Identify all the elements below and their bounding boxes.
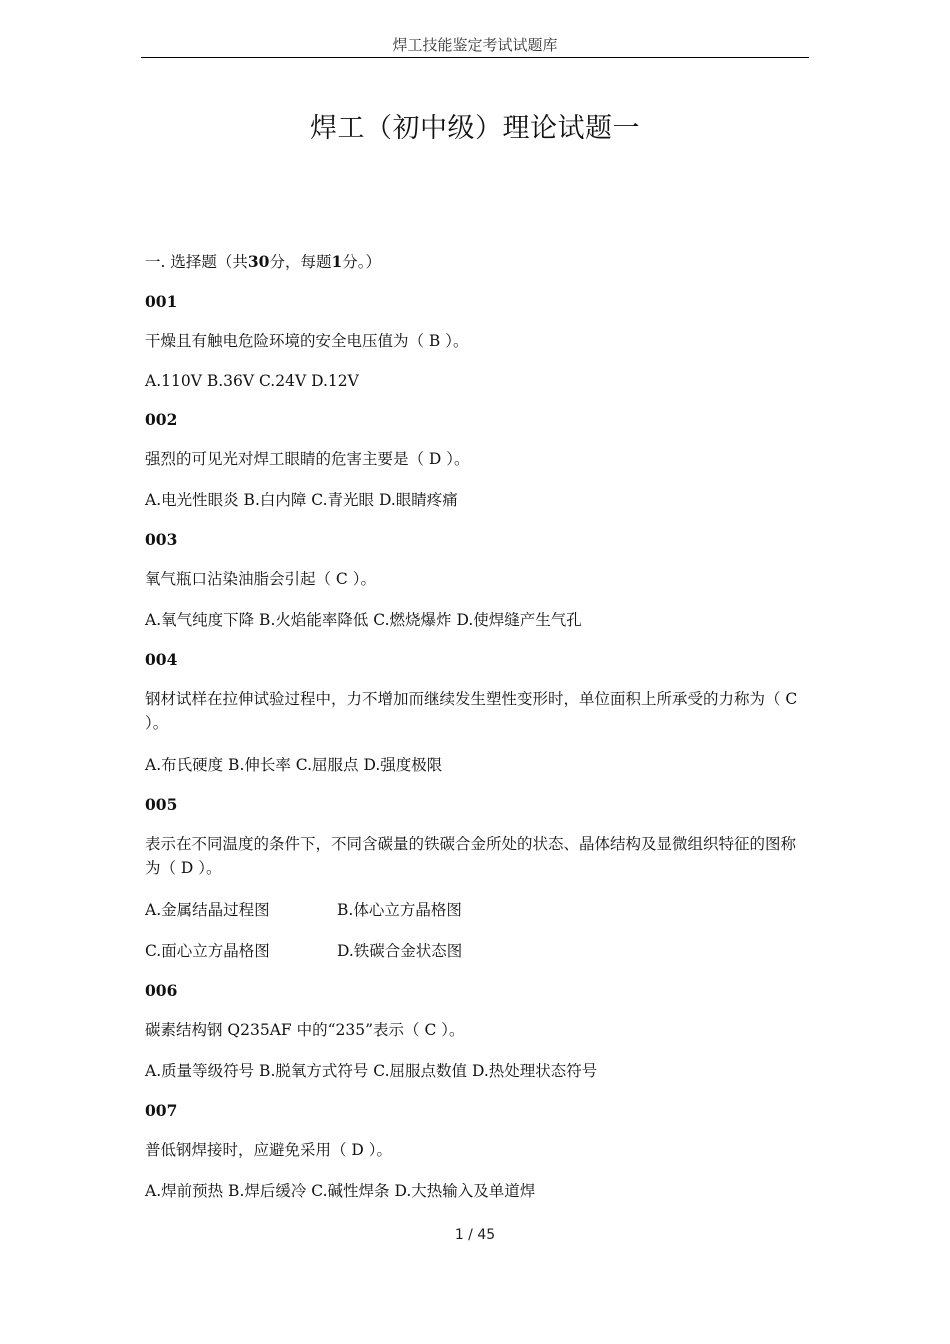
question-number: 003 xyxy=(145,530,178,549)
page-number: 1 / 45 xyxy=(454,1227,496,1243)
question-options: A.布氏硬度 B.伸长率 C.屈服点 D.强度极限 xyxy=(145,756,443,774)
question-number: 004 xyxy=(145,650,178,669)
header-rule xyxy=(141,57,809,58)
running-header: 焊工技能鉴定考试试题库 xyxy=(392,36,558,54)
question-options-row: C.面心立方晶格图 D.铁碳合金状态图 xyxy=(145,942,463,960)
question-options: A.氧气纯度下降 B.火焰能率降低 C.燃烧爆炸 D.使焊缝产生气孔 xyxy=(145,611,582,629)
question-text: 碳素结构钢 Q235AF 中的“235”表示（ C ）。 xyxy=(145,1021,465,1039)
question-options: A.焊前预热 B.焊后缓冷 C.碱性焊条 D.大热输入及单道焊 xyxy=(145,1182,536,1200)
question-number: 007 xyxy=(145,1101,178,1120)
question-number: 005 xyxy=(145,795,178,814)
question-text: 表示在不同温度的条件下，不同含碳量的铁碳合金所处的状态、晶体结构及显微组织特征的图称为（ D ）。 xyxy=(145,835,797,877)
question-number: 002 xyxy=(145,410,178,429)
question-text: 普低钢焊接时，应避免采用（ D ）。 xyxy=(145,1141,393,1159)
question-text: 钢材试样在拉伸试验过程中，力不增加而继续发生塑性变形时，单位面积上所承受的力称为（ C ）。 xyxy=(145,690,798,732)
question-text: 干燥且有触电危险环境的安全电压值为（ B ）。 xyxy=(145,332,469,350)
question-options: A.110V B.36V C.24V D.12V xyxy=(145,372,359,390)
question-text: 强烈的可见光对焊工眼睛的危害主要是（ D ）。 xyxy=(145,450,470,468)
question-text: 氧气瓶口沾染油脂会引起（ C ）。 xyxy=(145,570,376,588)
section-heading: 一. 选择题（共30分，每题1分。） xyxy=(145,252,382,271)
question-options: A.电光性眼炎 B.白内障 C.青光眼 D.眼睛疼痛 xyxy=(145,491,458,509)
question-options-row: A.金属结晶过程图 B.体心立方晶格图 xyxy=(145,901,462,919)
question-number: 001 xyxy=(145,292,178,311)
question-options: A.质量等级符号 B.脱氧方式符号 C.屈服点数值 D.热处理状态符号 xyxy=(145,1062,598,1080)
document-title: 焊工（初中级）理论试题一 xyxy=(310,113,640,144)
question-number: 006 xyxy=(145,981,178,1000)
